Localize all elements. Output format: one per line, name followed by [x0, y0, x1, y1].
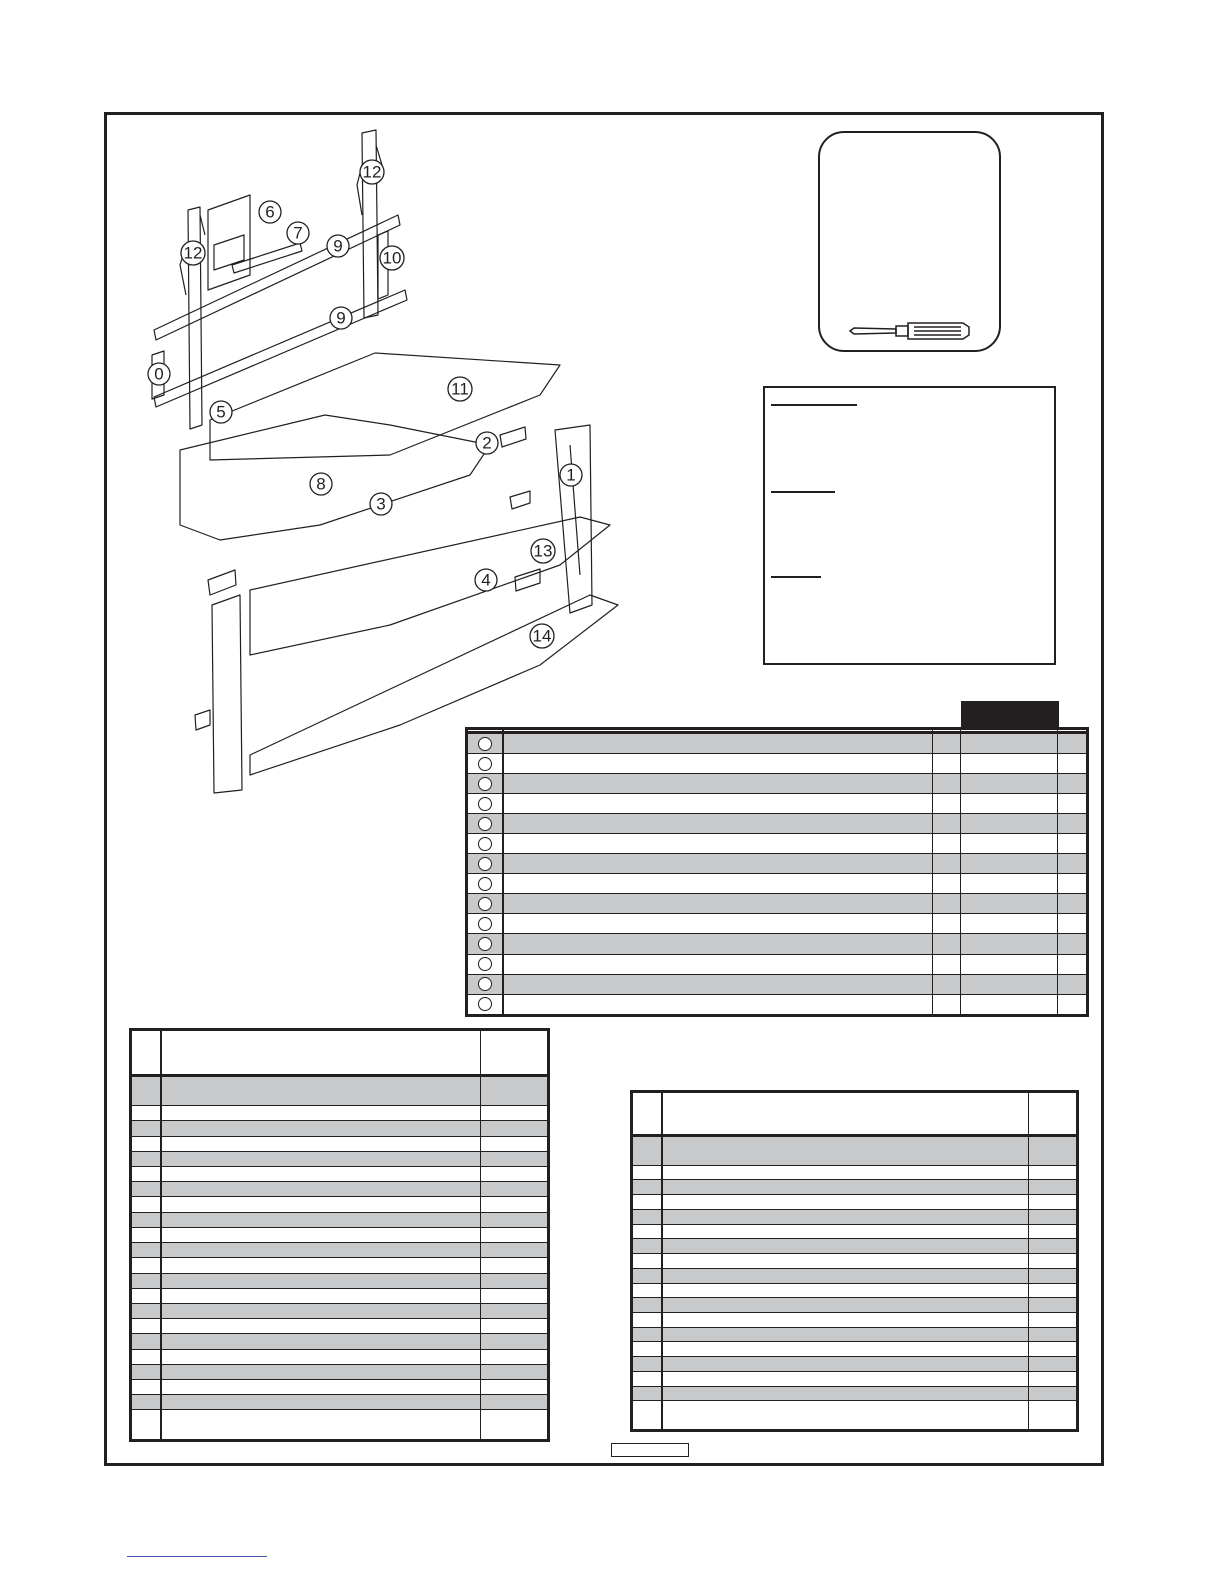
- exploded-diagram: [140, 125, 640, 805]
- part-13: [250, 517, 610, 655]
- table-row: [632, 1357, 1078, 1372]
- table-row: [131, 1319, 549, 1334]
- table-row: [632, 1283, 1078, 1298]
- callout-2: [476, 432, 498, 454]
- note-heading-3: [771, 576, 821, 578]
- table-row: [131, 1303, 549, 1318]
- table-row: [467, 894, 1088, 914]
- table-row: [131, 1166, 549, 1181]
- callout-4: [475, 569, 497, 591]
- table-row: [632, 1254, 1078, 1269]
- parts-table: [465, 727, 1089, 1017]
- table-row: [131, 1273, 549, 1288]
- callout-9b: [330, 307, 352, 329]
- table-row: [467, 914, 1088, 934]
- table-row: [632, 1401, 1078, 1431]
- table-row: [467, 774, 1088, 794]
- table-row: [467, 733, 1088, 754]
- part-11: [210, 353, 560, 460]
- page-tag-box: [611, 1443, 689, 1457]
- callout-14: [530, 624, 554, 648]
- callout-13: [531, 539, 555, 563]
- svg-text:0: 0: [154, 364, 164, 384]
- table-row: [632, 1298, 1078, 1313]
- table-row: [467, 854, 1088, 874]
- table-row: [632, 1224, 1078, 1239]
- note-heading-1: [771, 404, 857, 406]
- table-row: [131, 1121, 549, 1136]
- table-row: [131, 1288, 549, 1303]
- callout-11: [448, 377, 472, 401]
- svg-text:6: 6: [265, 202, 275, 222]
- callout-10: [380, 246, 404, 270]
- svg-text:10: 10: [382, 248, 402, 268]
- table-row: [131, 1197, 549, 1212]
- callout-0: [148, 363, 170, 385]
- callout-6: [259, 201, 281, 223]
- table-row: [467, 954, 1088, 974]
- svg-text:13: 13: [533, 541, 553, 561]
- svg-text:2: 2: [482, 433, 492, 453]
- table-row: [131, 1106, 549, 1121]
- callout-8: [310, 473, 332, 495]
- table-row: [632, 1136, 1078, 1165]
- callout-1: [560, 464, 582, 486]
- table-row: [632, 1313, 1078, 1328]
- svg-text:1: 1: [566, 465, 576, 485]
- part-number-circle: [478, 877, 492, 891]
- hardware-table-right: [630, 1090, 1079, 1432]
- table-row: [131, 1258, 549, 1273]
- table-row: [632, 1180, 1078, 1195]
- table-row: [131, 1182, 549, 1197]
- table-row: [467, 874, 1088, 894]
- svg-text:4: 4: [481, 570, 491, 590]
- table-row: [131, 1349, 549, 1364]
- table-row: [632, 1195, 1078, 1210]
- note-box: [763, 386, 1056, 665]
- screwdriver-icon: [848, 319, 973, 343]
- table-row: [131, 1334, 549, 1349]
- part-6: [208, 195, 250, 290]
- part-7: [232, 243, 302, 273]
- table-row: [632, 1209, 1078, 1224]
- table-row: [632, 1327, 1078, 1342]
- table-row: [632, 1165, 1078, 1180]
- table-header-row: [632, 1092, 1078, 1136]
- svg-text:3: 3: [376, 494, 386, 514]
- svg-text:12: 12: [183, 243, 203, 263]
- table-row: [467, 814, 1088, 834]
- part-number-circle: [478, 997, 492, 1011]
- callout-5: [210, 401, 232, 423]
- callout-12b: [181, 241, 205, 265]
- callout-12a: [360, 160, 384, 184]
- part-number-circle: [478, 797, 492, 811]
- table-row: [467, 974, 1088, 994]
- part-number-circle: [478, 917, 492, 931]
- table-row: [131, 1410, 549, 1441]
- hardware-table-left: [129, 1028, 550, 1442]
- part-number-circle: [478, 777, 492, 791]
- table-row: [632, 1268, 1078, 1283]
- left-leg: [212, 595, 242, 793]
- table-row: [131, 1136, 549, 1151]
- part-number-circle: [478, 737, 492, 751]
- table-row: [131, 1212, 549, 1227]
- table-header-row: [131, 1030, 549, 1076]
- part-number-circle: [478, 757, 492, 771]
- part-3: [510, 491, 530, 509]
- part-number-circle: [478, 937, 492, 951]
- callout-9a: [327, 235, 349, 257]
- svg-text:7: 7: [293, 223, 303, 243]
- table-row: [632, 1239, 1078, 1254]
- callout-7: [287, 222, 309, 244]
- table-row: [467, 934, 1088, 954]
- table-row: [467, 834, 1088, 854]
- table-row: [131, 1243, 549, 1258]
- tool-box: [818, 131, 1001, 352]
- part-number-circle: [478, 957, 492, 971]
- svg-text:14: 14: [532, 626, 552, 646]
- part-2: [500, 427, 526, 447]
- table-row: [467, 994, 1088, 1015]
- callout-3: [370, 493, 392, 515]
- table-row: [632, 1386, 1078, 1401]
- part-number-circle: [478, 817, 492, 831]
- part-number-circle: [478, 837, 492, 851]
- table-row: [131, 1227, 549, 1242]
- svg-text:11: 11: [451, 379, 469, 399]
- part-9-lower: [154, 290, 407, 407]
- parts-table-tag: [961, 701, 1059, 728]
- svg-text:12: 12: [362, 162, 382, 182]
- table-row: [467, 754, 1088, 774]
- part-number-circle: [478, 977, 492, 991]
- table-row: [131, 1364, 549, 1379]
- svg-text:9: 9: [336, 308, 346, 328]
- note-heading-2: [771, 491, 835, 493]
- part-number-circle: [478, 897, 492, 911]
- svg-text:5: 5: [216, 402, 226, 422]
- footer-link-line: [127, 1556, 267, 1557]
- table-row: [632, 1342, 1078, 1357]
- table-row: [131, 1380, 549, 1395]
- svg-text:9: 9: [333, 236, 343, 256]
- table-row: [131, 1151, 549, 1166]
- table-row: [467, 794, 1088, 814]
- table-row: [632, 1371, 1078, 1386]
- table-row: [131, 1075, 549, 1105]
- svg-text:8: 8: [316, 474, 326, 494]
- part-number-circle: [478, 857, 492, 871]
- table-row: [131, 1395, 549, 1410]
